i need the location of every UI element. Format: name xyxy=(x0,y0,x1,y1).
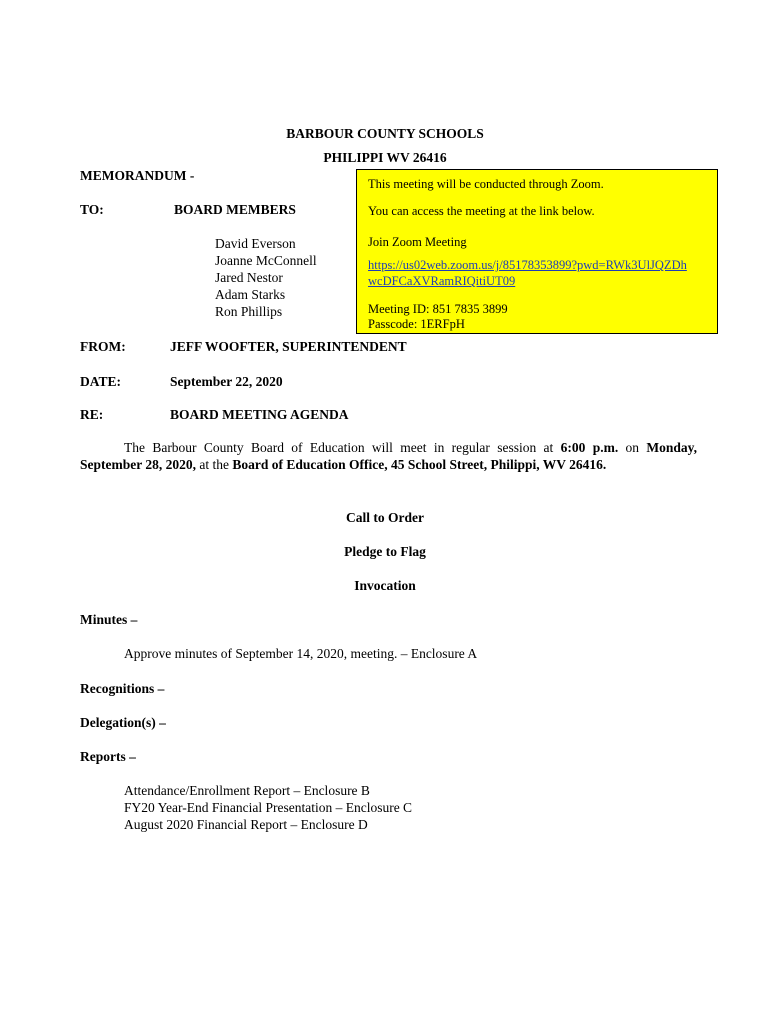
member-name: Joanne McConnell xyxy=(215,253,317,268)
member-name: David Everson xyxy=(215,236,296,251)
intro-text: at the xyxy=(196,457,233,472)
date-value: September 22, 2020 xyxy=(170,374,283,389)
call-to-order: Call to Order xyxy=(346,510,424,525)
intro-text: The Barbour County Board of Education will meet in regular session at xyxy=(124,440,561,455)
from-value: JEFF WOOFTER, SUPERINTENDENT xyxy=(170,339,407,354)
to-label: TO: xyxy=(80,202,104,217)
member-name: Ron Phillips xyxy=(215,304,283,319)
recognitions-heading: Recognitions – xyxy=(80,681,165,696)
member-name: Jared Nestor xyxy=(215,270,283,285)
organization-heading: BARBOUR COUNTY SCHOOLS xyxy=(286,126,484,141)
invocation: Invocation xyxy=(354,578,416,593)
zoom-link-line-2[interactable]: wcDFCaXVRamRIQitiUT09 xyxy=(368,274,516,288)
memo-title: MEMORANDUM - xyxy=(80,168,195,183)
report-item: FY20 Year-End Financial Presentation – Enclosure C xyxy=(124,800,413,815)
location-heading: PHILIPPI WV 26416 xyxy=(323,150,447,165)
zoom-join-label: Join Zoom Meeting xyxy=(368,235,467,249)
zoom-meeting-id: Meeting ID: 851 7835 3899 xyxy=(368,302,508,316)
minutes-item: Approve minutes of September 14, 2020, meeting. – Enclosure A xyxy=(124,646,478,661)
meeting-place: Board of Education Office, 45 School Street, Philippi, WV 26416. xyxy=(232,457,607,472)
meeting-date: Monday, September 28, 2020, xyxy=(80,440,698,472)
date-label: DATE: xyxy=(80,374,122,389)
pledge-to-flag: Pledge to Flag xyxy=(344,544,426,559)
delegations-heading: Delegation(s) – xyxy=(80,715,166,730)
re-label: RE: xyxy=(80,407,104,422)
from-label: FROM: xyxy=(80,339,126,354)
re-value: BOARD MEETING AGENDA xyxy=(170,407,349,422)
zoom-passcode: Passcode: 1ERFpH xyxy=(368,317,465,331)
meeting-time: 6:00 p.m. xyxy=(560,440,619,455)
report-item: Attendance/Enrollment Report – Enclosure B xyxy=(124,783,370,798)
minutes-heading: Minutes – xyxy=(80,612,138,627)
to-value: BOARD MEMBERS xyxy=(174,202,296,217)
zoom-link-line-1[interactable]: https://us02web.zoom.us/j/85178353899?pwd=RWk3UlJQZDh xyxy=(368,258,687,272)
intro-paragraph xyxy=(80,439,697,473)
zoom-info-box xyxy=(356,169,718,334)
report-item: August 2020 Financial Report – Enclosure D xyxy=(124,817,368,832)
reports-heading: Reports – xyxy=(80,749,136,764)
zoom-note-1: This meeting will be conducted through Zoom. xyxy=(368,177,604,191)
intro-text: on xyxy=(618,440,647,455)
zoom-note-2: You can access the meeting at the link below. xyxy=(368,204,595,218)
member-name: Adam Starks xyxy=(215,287,286,302)
